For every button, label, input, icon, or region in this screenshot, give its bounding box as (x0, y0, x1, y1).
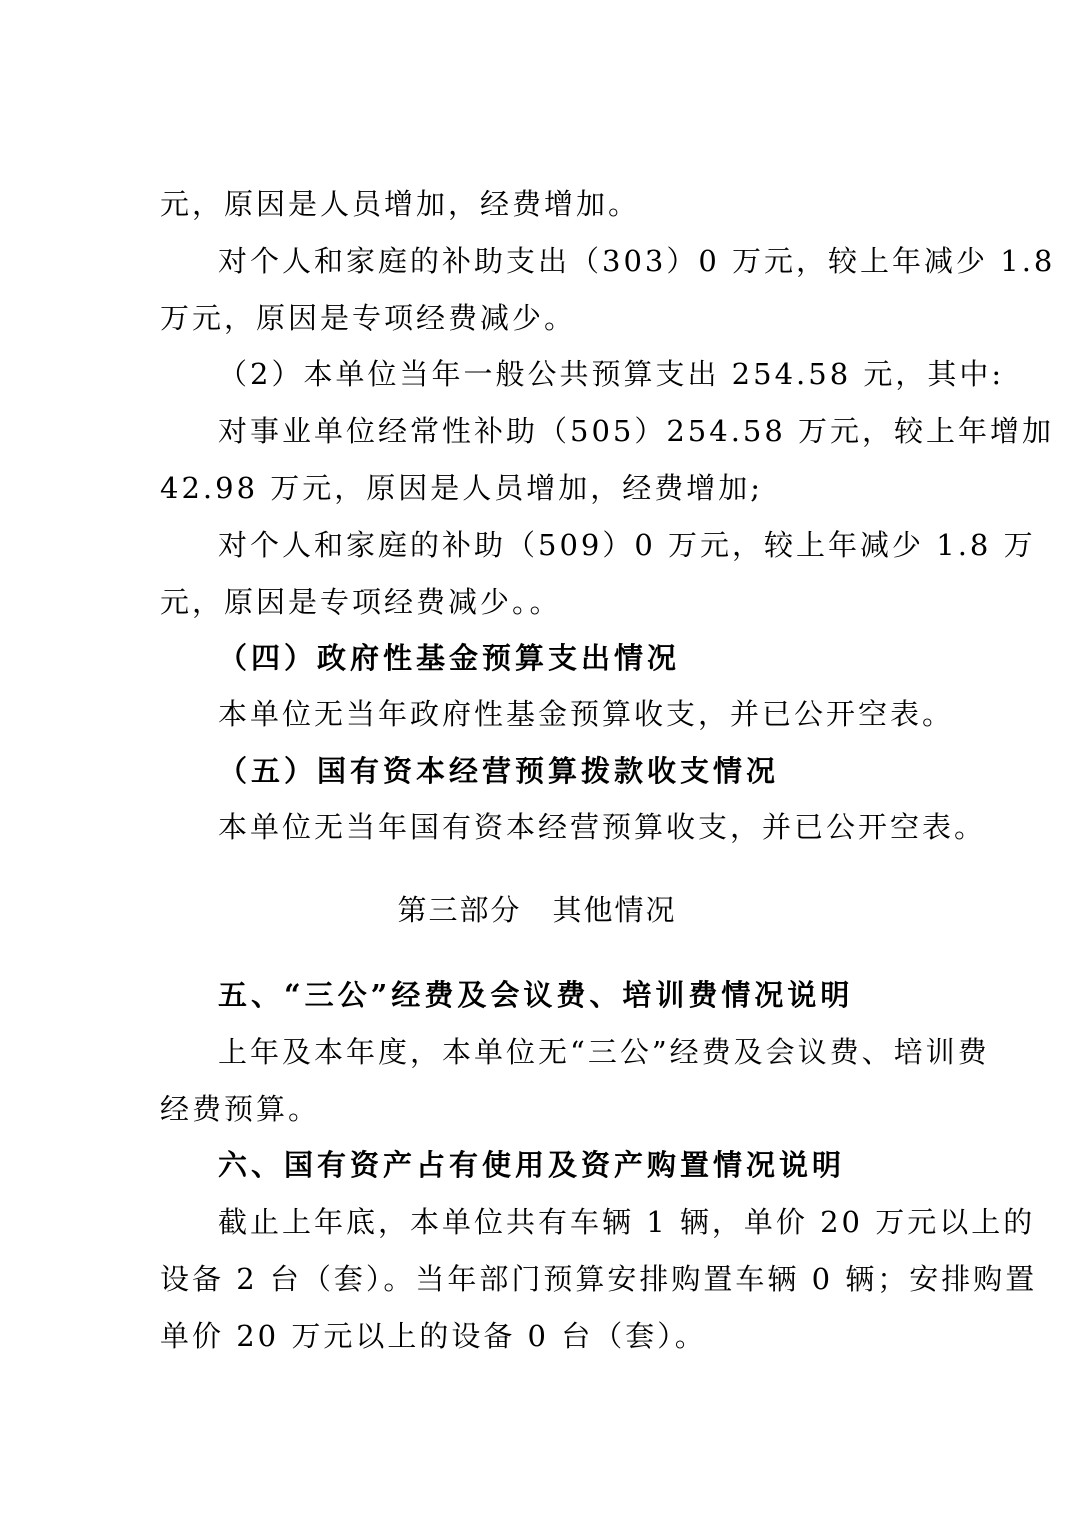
section-heading: 六、国有资产占有使用及资产购置情况说明 (218, 1148, 846, 1182)
paragraph-line: 截止上年底，本单位共有车辆 1 辆，单价 20 万元以上的 (218, 1205, 1036, 1239)
part-title: 第三部分 其他情况 (397, 893, 677, 927)
paragraph-line: 元，原因是人员增加，经费增加。 (160, 187, 641, 221)
paragraph-line: 设备 2 台（套）。当年部门预算安排购置车辆 0 辆；安排购置 (160, 1262, 1038, 1296)
paragraph-line: （2）本单位当年一般公共预算支出 254.58 元，其中: (218, 357, 1005, 391)
paragraph-line: 上年及本年度，本单位无“三公”经费及会议费、培训费 (218, 1035, 990, 1069)
section-heading: 五、“三公”经费及会议费、培训费情况说明 (218, 978, 854, 1012)
paragraph-line: 对事业单位经常性补助（505）254.58 万元，较上年增加 (218, 414, 1055, 448)
paragraph-line: 本单位无当年政府性基金预算收支，并已公开空表。 (218, 697, 955, 731)
paragraph-line: 经费预算。 (160, 1092, 321, 1126)
paragraph-line: 万元，原因是专项经费减少。 (160, 301, 577, 335)
paragraph-line: 对个人和家庭的补助（509）0 万元，较上年减少 1.8 万 (218, 528, 1036, 562)
paragraph-line: 42.98 万元，原因是人员增加，经费增加; (160, 471, 764, 505)
paragraph-line: 元，原因是专项经费减少。。 (160, 585, 562, 619)
paragraph-line: 对个人和家庭的补助支出（303）0 万元，较上年减少 1.8 (218, 244, 1056, 278)
section-heading: （五）国有资本经营预算拨款收支情况 (218, 754, 780, 788)
paragraph-line: 单价 20 万元以上的设备 0 台（套）。 (160, 1319, 707, 1353)
paragraph-line: 本单位无当年国有资本经营预算收支，并已公开空表。 (218, 810, 987, 844)
section-heading: （四）政府性基金预算支出情况 (218, 641, 681, 675)
